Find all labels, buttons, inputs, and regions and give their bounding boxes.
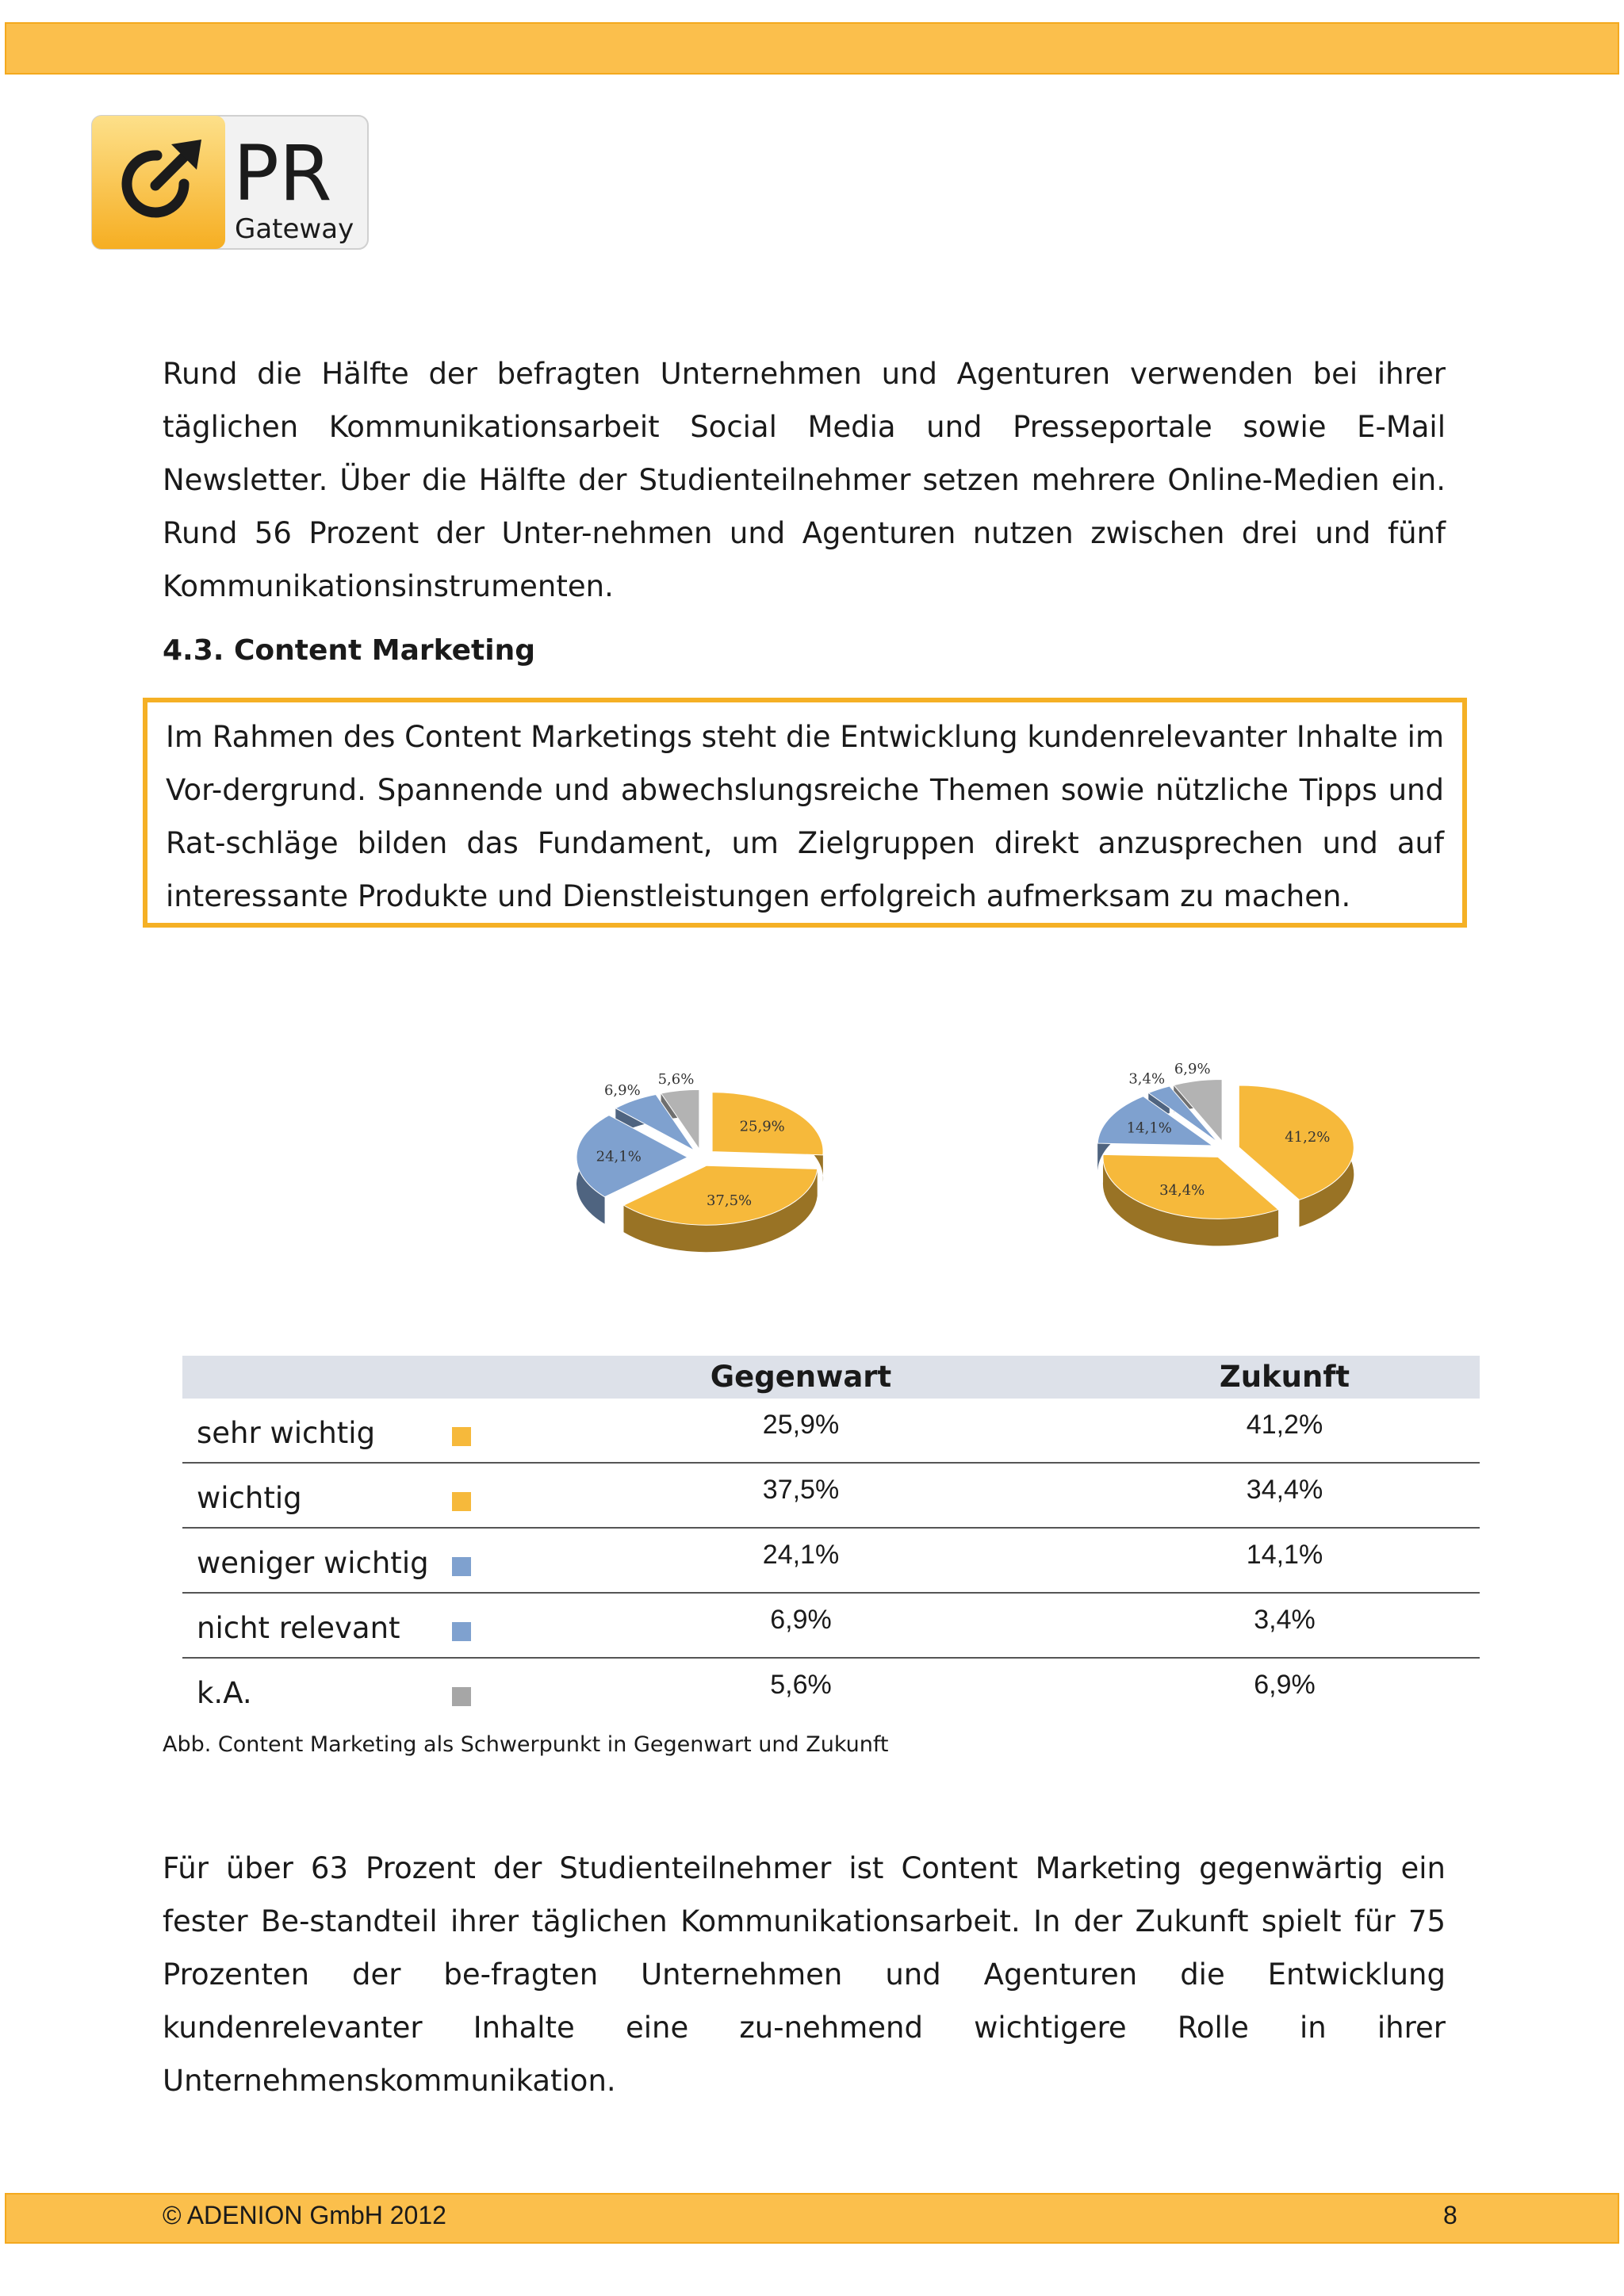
value-gegenwart: 37,5% — [762, 1475, 840, 1505]
table-row — [182, 1464, 1480, 1529]
legend-swatch — [452, 1427, 471, 1446]
pie-slice-label: 37,5% — [706, 1192, 753, 1210]
table-header — [182, 1356, 1480, 1399]
pie-slice-label: 24,1% — [596, 1148, 642, 1165]
value-zukunft: 14,1% — [1246, 1540, 1323, 1570]
results-table — [182, 1356, 1480, 1722]
pie-slice-label: 14,1% — [1126, 1119, 1172, 1137]
value-zukunft: 3,4% — [1254, 1605, 1316, 1635]
row-label: sehr wichtig — [197, 1416, 376, 1450]
header-bar — [5, 22, 1619, 75]
copyright-text: © ADENION GmbH 2012 — [163, 2201, 446, 2229]
pie-chart-zukunft — [1097, 1061, 1354, 1246]
value-zukunft: 6,9% — [1254, 1670, 1316, 1700]
pie-slice-label: 25,9% — [739, 1118, 785, 1135]
pr-gateway-logo — [90, 114, 370, 251]
legend-swatch — [452, 1687, 471, 1706]
value-gegenwart: 25,9% — [762, 1410, 840, 1440]
table-row — [182, 1594, 1480, 1659]
pie-slice-label: 34,4% — [1159, 1182, 1205, 1200]
legend-swatch — [452, 1492, 471, 1511]
value-gegenwart: 5,6% — [770, 1670, 832, 1700]
highlight-text: Im Rahmen des Content Marketings steht die Entwicklung kundenrelevanter Inhalte im Vor-dergrund. Spannende und abwechslungsreiche Themen sowie nützliche Tipps und Rat-schläge bilden das Fundament, um Zielgruppen direkt anzusprechen und auf interessante Produkte und Dienstleistungen erfolgreich aufmerksam zu machen. — [166, 720, 1444, 913]
table-row — [182, 1529, 1480, 1594]
conclusion-paragraph: Für über 63 Prozent der Studienteilnehmer ist Content Marketing gegenwärtig ein fester Be-standteil ihrer täglichen Kommunikationsarbeit. In der Zukunft spielt für 75 Prozenten der be-fragten Unternehmen und Agenturen die Entwicklung kundenrelevanter Inhalte eine zu-nehmend wichtigere Rolle in ihrer Unternehmenskommunikation. — [163, 1851, 1446, 2098]
pie-chart-gegenwart — [576, 1071, 823, 1252]
row-label: wichtig — [197, 1481, 302, 1515]
column-header-zukunft: Zukunft — [1219, 1360, 1350, 1394]
pie-charts — [492, 1015, 1475, 1324]
legend-swatch — [452, 1622, 471, 1641]
highlight-box — [143, 698, 1467, 928]
pie-slice-label: 6,9% — [1174, 1061, 1211, 1078]
pie-slice-label: 41,2% — [1285, 1128, 1331, 1146]
logo-text: PR — [233, 129, 332, 218]
legend-swatch — [452, 1557, 471, 1576]
section-heading: 4.3. Content Marketing — [163, 634, 535, 667]
value-gegenwart: 6,9% — [770, 1605, 832, 1635]
page-number: 8 — [1443, 2201, 1457, 2229]
value-zukunft: 34,4% — [1246, 1475, 1323, 1505]
table-row — [182, 1399, 1480, 1464]
pie-slice-label: 3,4% — [1128, 1070, 1166, 1088]
logo-subtext: Gateway — [235, 213, 354, 245]
value-gegenwart: 24,1% — [762, 1540, 840, 1570]
pie-slice-label: 5,6% — [657, 1070, 695, 1088]
column-header-gegenwart: Gegenwart — [710, 1360, 892, 1394]
pie-slice-label: 6,9% — [603, 1082, 641, 1100]
intro-paragraph: Rund die Hälfte der befragten Unternehmen und Agenturen verwenden bei ihrer täglichen Kommunikationsarbeit Social Media und Presseportale sowie E-Mail Newsletter. Über die Hälfte der Studienteilnehmer setzen mehrere Online-Medien ein. Rund 56 Prozent der Unter-nehmen und Agenturen nutzen zwischen drei und fünf Kommunikationsinstrumenten. — [163, 357, 1446, 603]
row-label: k.A. — [197, 1676, 252, 1710]
row-label: weniger wichtig — [197, 1546, 429, 1580]
value-zukunft: 41,2% — [1246, 1410, 1323, 1440]
figure-caption: Abb. Content Marketing als Schwerpunkt in Gegenwart und Zukunft — [163, 1732, 889, 1757]
row-label: nicht relevant — [197, 1611, 400, 1645]
table-row — [182, 1659, 1480, 1722]
